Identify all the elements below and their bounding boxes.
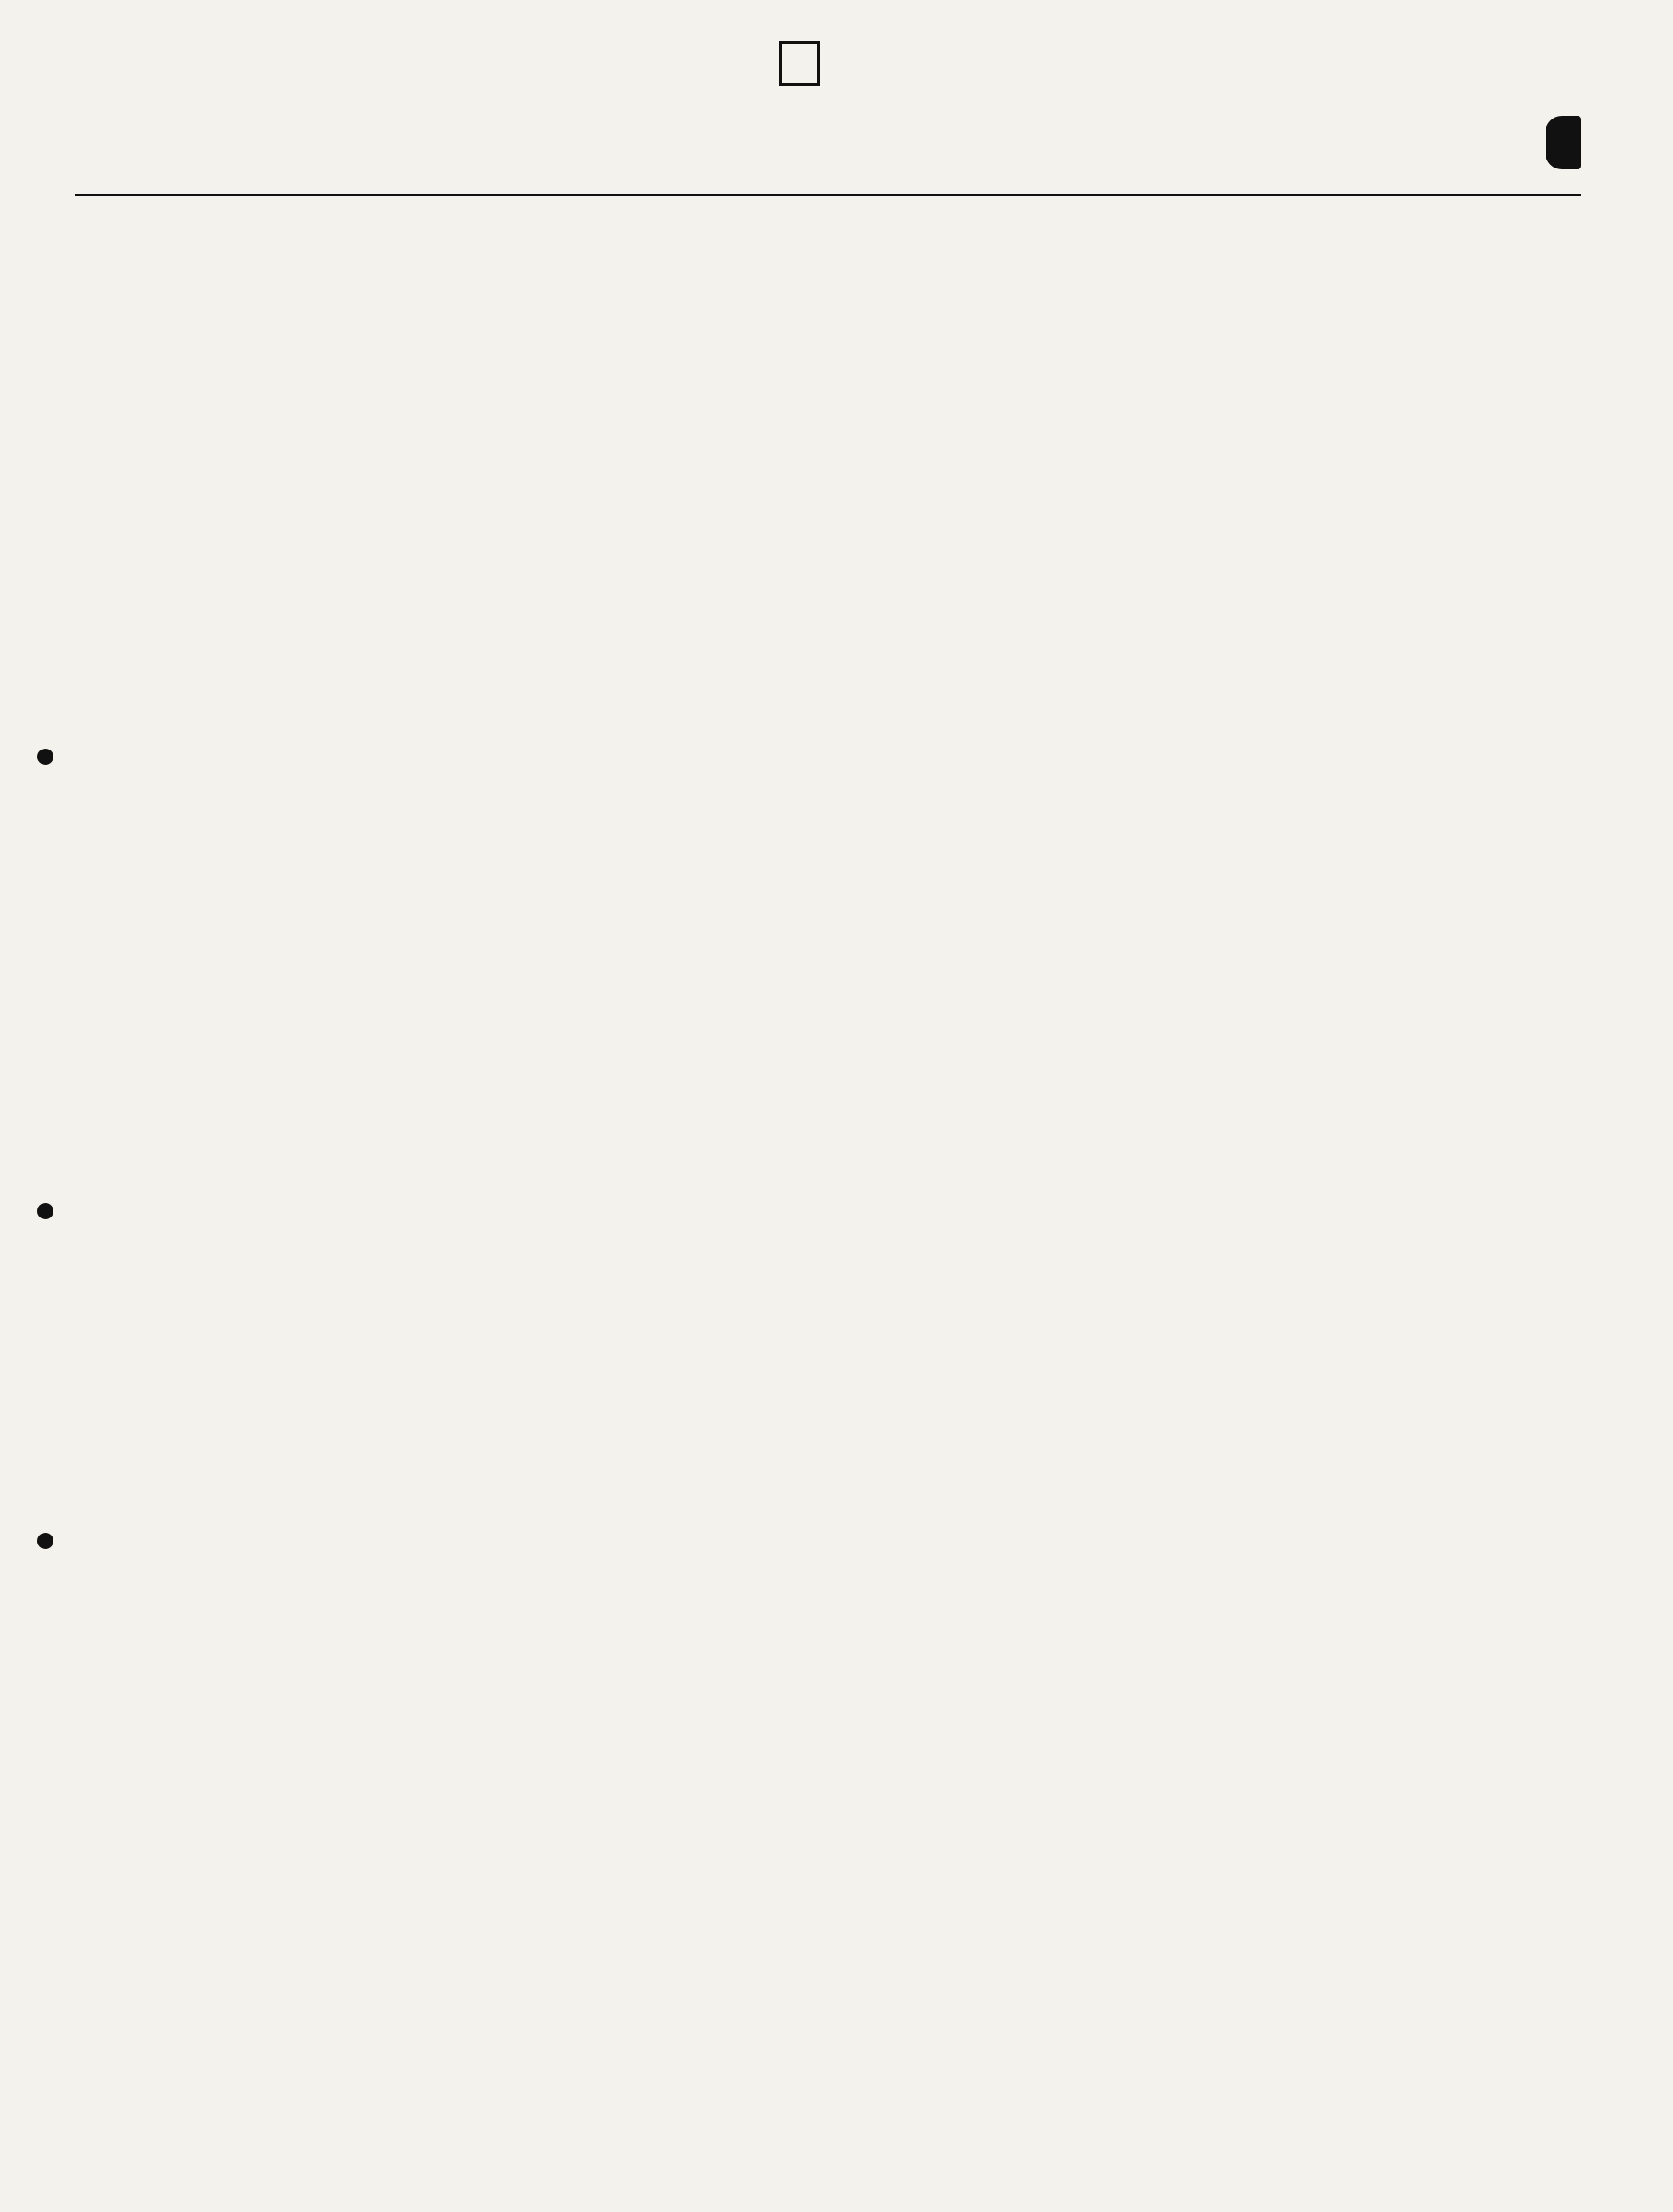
tv-program-grid xyxy=(75,194,1581,2185)
newspaper-page xyxy=(75,36,1581,2183)
page-number xyxy=(779,41,820,86)
decorative-blob-icon xyxy=(1546,116,1581,169)
masthead xyxy=(75,36,1581,94)
headline xyxy=(75,100,1581,178)
punch-hole-icon xyxy=(37,1203,53,1219)
punch-hole-icon xyxy=(37,1533,53,1549)
punch-hole-icon xyxy=(37,749,53,765)
